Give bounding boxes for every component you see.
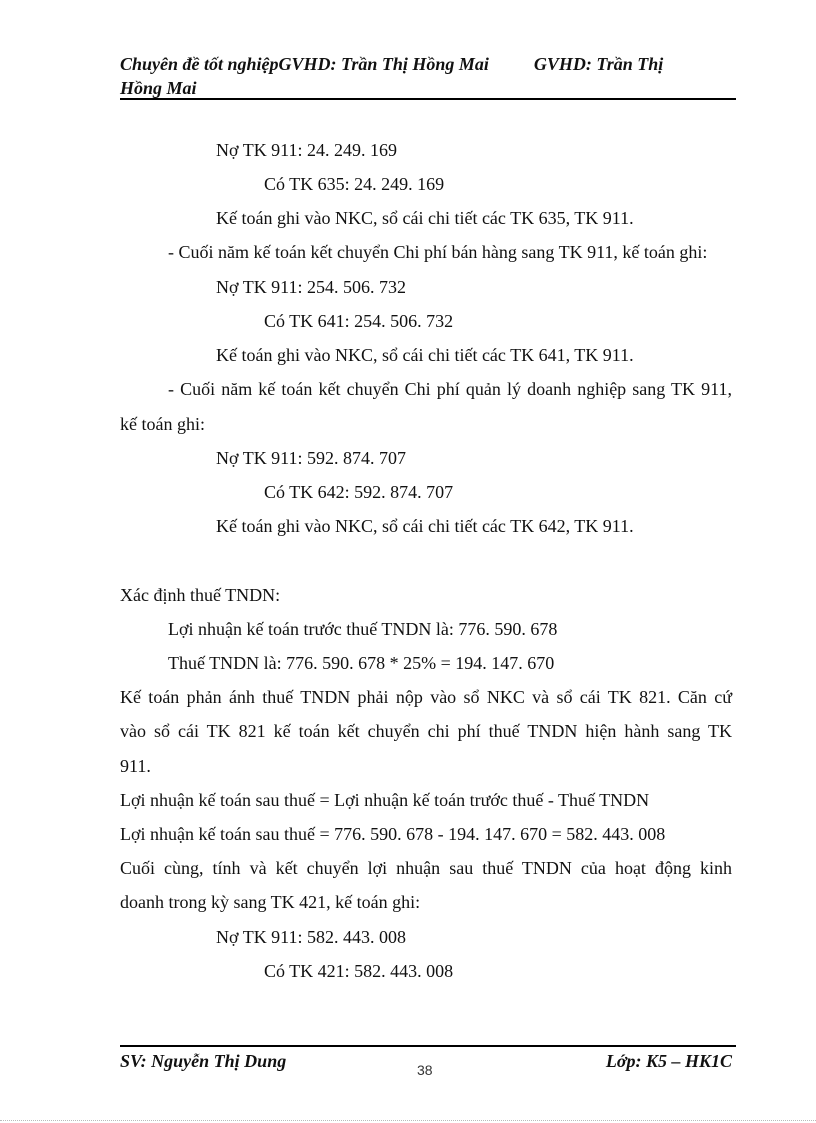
tax-calculation-line: Thuế TNDN là: 776. 590. 678 * 25% = 194. 147. 670 <box>168 653 555 673</box>
footer-divider <box>120 1045 736 1047</box>
paragraph-tax-record-1: Kế toán phản ánh thuế TNDN phải nộp vào sổ NKC và sổ cái TK 821. Căn cứ <box>120 687 732 707</box>
paragraph-admin-expense-cont: kế toán ghi: <box>120 414 205 434</box>
page-edge-divider <box>0 1120 816 1121</box>
paragraph-selling-expense: - Cuối năm kế toán kết chuyển Chi phí bán hàng sang TK 911, kế toán ghi: <box>168 242 708 262</box>
debit-entry-911-642: Nợ TK 911: 592. 874. 707 <box>216 448 407 468</box>
record-note-635: Kế toán ghi vào NKC, sổ cái chi tiết các TK 635, TK 911. <box>216 208 634 228</box>
paragraph-tax-record-2: vào sổ cái TK 821 kế toán kết chuyển chi phí thuế TNDN hiện hành sang TK <box>120 721 732 741</box>
footer-student: SV: Nguyễn Thị Dung <box>120 1051 287 1071</box>
record-note-641: Kế toán ghi vào NKC, sổ cái chi tiết các TK 641, TK 911. <box>216 345 634 365</box>
paragraph-tax-record-3: 911. <box>120 756 151 776</box>
paragraph-closing-1: Cuối cùng, tính và kết chuyển lợi nhuận sau thuế TNDN của hoạt động kinh <box>120 858 732 878</box>
footer-class: Lớp: K5 – HK1C <box>605 1051 732 1071</box>
page-number: 38 <box>417 1062 433 1078</box>
credit-entry-642: Có TK 642: 592. 874. 707 <box>264 482 454 502</box>
aftertax-calculation: Lợi nhuận kế toán sau thuế = 776. 590. 678 - 194. 147. 670 = 582. 443. 008 <box>120 824 666 844</box>
header-line-1: Chuyên đề tốt nghiệpGVHD: Trần Thị Hồng Mai GVHD: Trần Thị <box>120 54 664 74</box>
debit-entry-911-641: Nợ TK 911: 254. 506. 732 <box>216 277 407 297</box>
debit-entry-911-421: Nợ TK 911: 582. 443. 008 <box>216 927 407 947</box>
credit-entry-641: Có TK 641: 254. 506. 732 <box>264 311 454 331</box>
credit-entry-421: Có TK 421: 582. 443. 008 <box>264 961 454 981</box>
pretax-profit-line: Lợi nhuận kế toán trước thuế TNDN là: 776. 590. 678 <box>168 619 558 639</box>
credit-entry-635: Có TK 635: 24. 249. 169 <box>264 174 445 194</box>
header-line-2: Hồng Mai <box>120 78 197 98</box>
record-note-642: Kế toán ghi vào NKC, sổ cái chi tiết các TK 642, TK 911. <box>216 516 634 536</box>
paragraph-closing-2: doanh trong kỳ sang TK 421, kế toán ghi: <box>120 892 421 912</box>
debit-entry-911-635: Nợ TK 911: 24. 249. 169 <box>216 140 398 160</box>
page-header <box>120 52 734 100</box>
aftertax-formula: Lợi nhuận kế toán sau thuế = Lợi nhuận kế toán trước thuế - Thuế TNDN <box>120 790 650 810</box>
header-divider <box>120 98 736 100</box>
paragraph-admin-expense: - Cuối năm kế toán kết chuyển Chi phí quản lý doanh nghiệp sang TK 911, <box>168 379 732 399</box>
section-heading-tax: Xác định thuế TNDN: <box>120 585 281 605</box>
